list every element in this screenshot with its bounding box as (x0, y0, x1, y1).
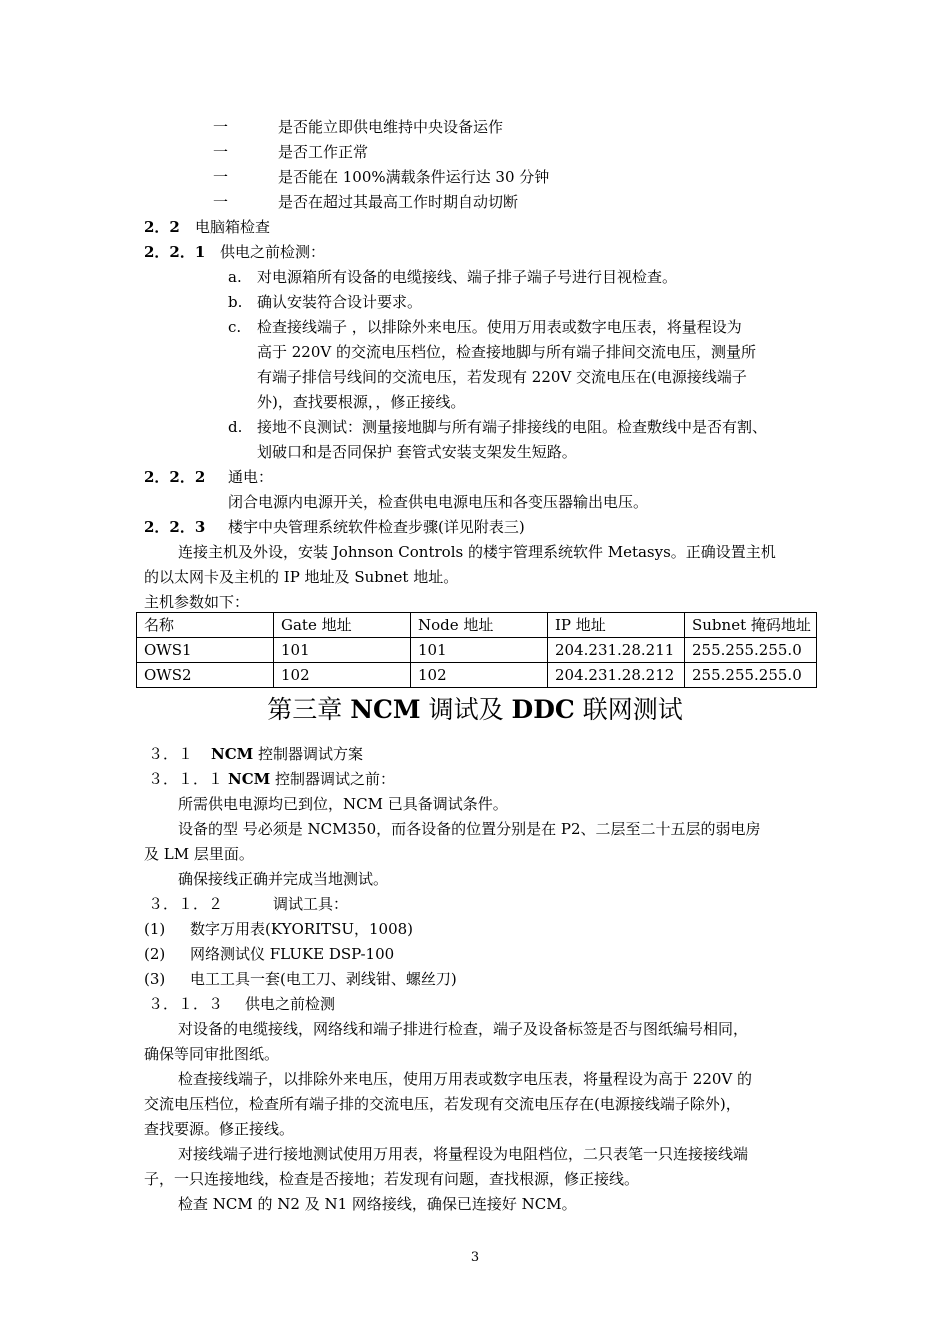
list-label: a. (228, 268, 242, 286)
bullet-mark: 一 (213, 193, 229, 211)
table-row (137, 663, 817, 688)
table-caption: 主机参数如下： (144, 593, 250, 611)
section-title: 供电之前检测： (220, 243, 326, 261)
section-number: 2．2．3 (144, 518, 206, 536)
bullet-text: 是否工作正常 (278, 143, 369, 161)
list-text: 确认安装符合设计要求。 (257, 293, 423, 311)
bullet-mark: 一 (213, 168, 229, 186)
paragraph: 检查接线端子，以排除外来电压，使用万用表或数字电压表，将量程设为高于 220V 的 (178, 1070, 753, 1088)
table-cell: 102 (274, 663, 411, 688)
table-cell: 101 (274, 638, 411, 663)
table-cell: 101 (411, 638, 548, 663)
table-header-cell: Node 地址 (411, 613, 548, 638)
bullet-mark: 一 (213, 118, 229, 136)
paragraph: 查找要源。修正接线。 (144, 1120, 295, 1138)
table-header-cell: IP 地址 (548, 613, 685, 638)
tool-label: (2) (144, 945, 166, 963)
section-title: NCM 控制器调试之前： (228, 770, 396, 788)
bullet-text: 是否能立即供电维持中央设备运作 (278, 118, 504, 136)
paragraph: 所需供电电源均已到位，NCM 已具备调试条件。 (178, 795, 508, 813)
section-title: 电脑箱检查 (195, 218, 271, 236)
section-title: NCM 控制器调试方案 (211, 745, 364, 763)
paragraph: 闭合电源内电源开关，检查供电电源电压和各变压器输出电压。 (228, 493, 649, 511)
paragraph: 检查 NCM 的 N2 及 N1 网络接线，确保已连接好 NCM。 (178, 1195, 577, 1213)
page-number: 3 (470, 1250, 480, 1265)
list-text: 接地不良测试：测量接地脚与所有端子排接线的电阻。检查敷线中是否有割、 (257, 418, 768, 436)
section-title: 通电： (228, 468, 274, 486)
paragraph: 子，一只连接地线，检查是否接地；若发现有问题，查找根源，修正接线。 (144, 1170, 640, 1188)
table-row (137, 638, 817, 663)
list-text: 外)，查找要根源，，修正接线。 (257, 393, 466, 411)
tool-text: 数字万用表(KYORITSU，1008) (190, 920, 414, 938)
list-text: 划破口和是否同保护 套管式安装支架发生短路。 (257, 443, 577, 461)
section-title: 楼宇中央管理系统软件检查步骤(详见附表三) (228, 518, 525, 536)
paragraph: 确保等同审批图纸。 (144, 1045, 280, 1063)
paragraph: 连接主机及外设，安装 Johnson Controls 的楼宇管理系统软件 Metasys。正确设置主机 (178, 543, 776, 561)
section-number: 2．2．2 (144, 468, 206, 486)
paragraph: 及 LM 层里面。 (144, 845, 254, 863)
paragraph: 交流电压档位，检查所有端子排的交流电压，若发现有交流电压存在(电源接线端子除外)， (144, 1095, 741, 1113)
bullet-mark: 一 (213, 143, 229, 161)
table-header-row (137, 613, 817, 638)
section-number: ３．１．２ (148, 895, 224, 913)
section-number: ３．１．１ (148, 770, 224, 788)
host-params-table (136, 612, 817, 688)
table-header-cell: Gate 地址 (274, 613, 411, 638)
table-cell: 102 (411, 663, 548, 688)
tool-label: (1) (144, 920, 166, 938)
table-cell: OWS2 (137, 663, 274, 688)
list-text: 高于 220V 的交流电压档位，检查接地脚与所有端子排间交流电压，测量所 (257, 343, 757, 361)
table-cell: OWS1 (137, 638, 274, 663)
list-text: 对电源箱所有设备的电缆接线、端子排子端子号进行目视检查。 (257, 268, 678, 286)
tool-text: 网络测试仪 FLUKE DSP-100 (190, 945, 395, 963)
list-text: 检查接线端子 ，以排除外来电压。使用万用表或数字电压表，将量程设为 (257, 318, 742, 336)
tool-text: 电工工具一套(电工刀、剥线钳、螺丝刀) (190, 970, 457, 988)
paragraph: 确保接线正确并完成当地测试。 (178, 870, 389, 888)
section-number: ３．１ (148, 745, 194, 763)
chapter-title: 第三章 NCM 调试及 DDC 联网测试 (267, 695, 683, 724)
table-cell: 255.255.255.0 (685, 638, 817, 663)
bullet-text: 是否在超过其最高工作时期自动切断 (278, 193, 519, 211)
table-cell: 204.231.28.212 (548, 663, 685, 688)
paragraph: 设备的型 号必须是 NCM350，而各设备的位置分别是在 P2、二层至二十五层的弱电房 (178, 820, 761, 838)
paragraph: 对设备的电缆接线，网络线和端子排进行检查，端子及设备标签是否与图纸编号相同， (178, 1020, 749, 1038)
list-text: 有端子排信号线间的交流电压，若发现有 220V 交流电压在(电源接线端子 (257, 368, 747, 386)
list-label: d. (228, 418, 243, 436)
table-cell: 204.231.28.211 (548, 638, 685, 663)
table-header-cell: Subnet 掩码地址 (685, 613, 817, 638)
bullet-text: 是否能在 100%满载条件运行达 30 分钟 (278, 168, 550, 186)
table-header-cell: 名称 (137, 613, 274, 638)
section-number: 2．2．1 (144, 243, 206, 261)
paragraph: 的以太网卡及主机的 IP 地址及 Subnet 地址。 (144, 568, 459, 586)
list-label: b. (228, 293, 243, 311)
table-cell: 255.255.255.0 (685, 663, 817, 688)
section-title: 供电之前检测 (245, 995, 336, 1013)
section-number: ３．１．３ (148, 995, 224, 1013)
paragraph: 对接线端子进行接地测试使用万用表，将量程设为电阻档位，二只表笔一只连接接线端 (178, 1145, 749, 1163)
section-number: 2．2 (144, 218, 180, 236)
section-title: 调试工具： (273, 895, 349, 913)
tool-label: (3) (144, 970, 166, 988)
list-label: c. (228, 318, 242, 336)
